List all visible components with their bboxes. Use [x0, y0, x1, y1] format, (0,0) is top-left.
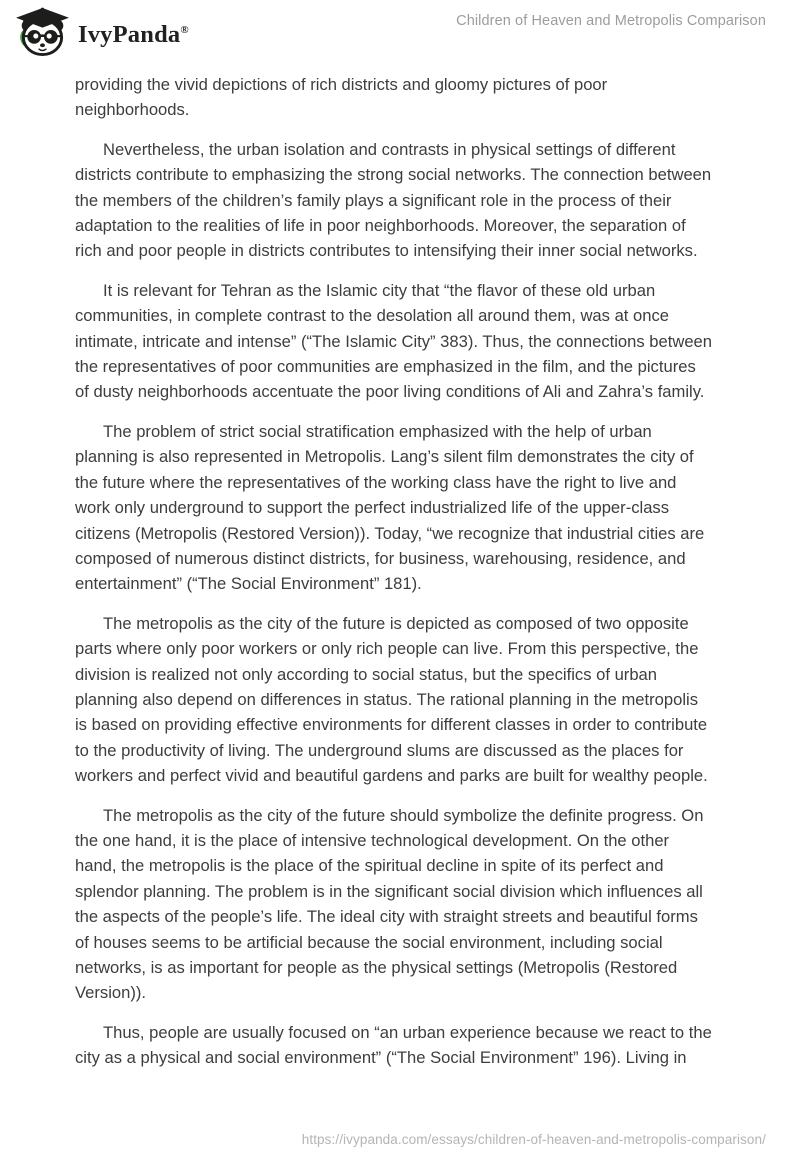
source-url: https://ivypanda.com/essays/children-of-heaven-and-metropolis-comparison/ [301, 1132, 766, 1147]
essay-paragraph: The metropolis as the city of the future is depicted as composed of two opposite parts where only poor workers or only rich people can live. From this perspective, the division is realized not only according to social status, but the specifics of urban planning also depend on differences in status. The rational planning in the metropolis is based on providing effective environments for different classes in order to contribute to the productivity of living. The underground slums are discussed as the places for workers and perfect vivid and beautiful gardens and parks are built for wealthy people. [75, 613, 708, 786]
essay-paragraph: The metropolis as the city of the future should symbolize the definite progress. On the one hand, it is the place of intensive technological development. On the other hand, the metropolis is the place of the spiritual decline in spite of its perfect and splendor planning. The problem is in the significant social division which influences all the aspects of the people’s life. The ideal city with straight streets and beautiful forms of houses seems to be artificial because the social environment, including social networks, is as important for people as the physical settings (Metropolis (Restored Version)). [75, 805, 704, 1003]
ivypanda-logo [13, 7, 189, 58]
essay-paragraph: Thus, people are usually focused on “an urban experience because we react to the city as a physical and social environment” (“The Social Environment” 196). Living in [75, 1022, 712, 1068]
essay-paragraph: It is relevant for Tehran as the Islamic city that “the flavor of these old urban communities, in complete contrast to the desolation all around them, was at once intimate, intricate and intense” (“The Islamic City” 383). Thus, the connections between the representatives of poor communities are emphasized in the film, and the pictures of dusty neighborhoods accentuate the poor living conditions of Ali and Zahra’s family. [75, 280, 713, 402]
panda-graduation-logo-icon [13, 7, 72, 58]
essay-paragraph: The problem of strict social stratification emphasized with the help of urban planning is also represented in Metropolis. Lang’s silent film demonstrates the city of the future where the representatives of the working class have the right to live and work only underground to support the perfect industrialized life of the upper-class citizens (Metropolis (Restored Version)). Today, “we recognize that industrial cities are composed of numerous distinct districts, for business, warehousing, residence, and entertainment” (“The Social Environment” 181). [75, 421, 705, 594]
essay-paragraph: Nevertheless, the urban isolation and contrasts in physical settings of different districts contribute to emphasizing the strong social networks. The connection between the members of the children’s family plays a significant role in the process of their adaptation to the realities of life in poor neighborhoods. Moreover, the separation of rich and poor people in districts contributes to intensifying their inner social networks. [75, 139, 712, 261]
page-header [0, 0, 800, 64]
registered-trademark-mark: ® [180, 24, 189, 37]
brand-name [78, 17, 189, 48]
brand-name-text: IvyPanda [78, 21, 181, 49]
essay-paragraph: providing the vivid depictions of rich districts and gloomy pictures of poor neighborhoods. [75, 75, 608, 120]
essay-body [75, 72, 714, 1085]
document-title: Children of Heaven and Metropolis Comparison [456, 13, 766, 29]
